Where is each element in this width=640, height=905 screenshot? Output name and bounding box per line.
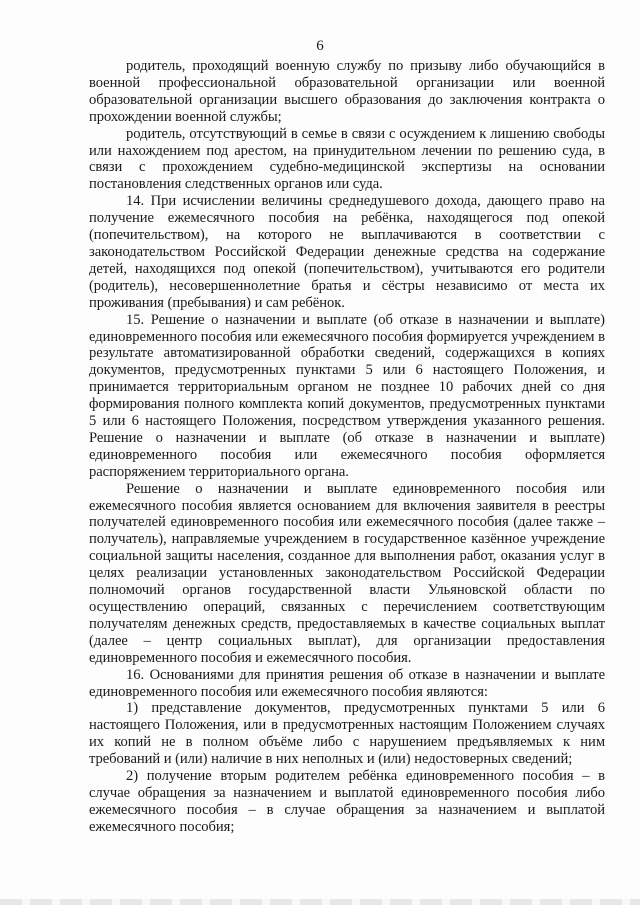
paragraph-item-16-sub-2: 2) получение вторым родителем ребёнка единовременного пособия – в случае обращения за назначением и выплатой единовременного пособия либо ежемесячного пособия – в случае обращения за назначением и выплатой ежемесячного пособия; [89, 768, 605, 835]
scan-bottom-edge [0, 899, 640, 905]
paragraph-item-14: 14. При исчислении величины среднедушевого дохода, дающего право на получение ежемесячного пособия на ребёнка, находящегося под опекой (попечительством), на которого не выплачиваются в соответствии с законодательством Российской Федерации денежные средства на содержание детей, находящихся под опекой (попечительством), учитываются его родители (родитель), несовершеннолетние братья и сёстры независимо от места их проживания (пребывания) и сам ребёнок. [89, 193, 605, 311]
paragraph-item-15: 15. Решение о назначении и выплате (об отказе в назначении и выплате) единовременного пособия или ежемесячного пособия формируется учреждением в результате автоматизированной обработки сведений, содержащихся в копиях документов, предусмотренных пунктами 5 или 6 настоящего Положения, и принимается территориальным органом не позднее 10 рабочих дней со дня формирования полного комплекта копий документов, предусмотренных пунктами 5 или 6 настоящего Положения, посредством утверждения указанного решения. Решение о назначении и выплате (об отказе в назначении и выплате) единовременного пособия или ежемесячного пособия оформляется распоряжением территориального органа. [89, 311, 605, 480]
page-number: 6 [316, 38, 324, 54]
paragraph-military-parent: родитель, проходящий военную службу по призыву либо обучающийся в военной профессиональной образовательной организации или военной образовательной организации высшего образования до заключения контракта о прохождении военной службы; [89, 58, 605, 125]
paragraph-absent-parent: родитель, отсутствующий в семье в связи с осуждением к лишению свободы или нахождением под арестом, на принудительном лечении по решению суда, в связи с прохождением судебно-медицинской экспертизы на основании постановления следственных органов или суда. [89, 125, 605, 193]
paragraph-item-16-sub-1: 1) представление документов, предусмотренных пунктами 5 или 6 настоящего Положения, или в предусмотренных настоящим Положением случаях их копий не в полном объёме либо с нарушением предъявляемых к ним требований и (или) наличие в них неполных и (или) недостоверных сведений; [89, 700, 605, 768]
document-body [89, 58, 605, 836]
paragraph-item-16: 16. Основаниями для принятия решения об отказе в назначении и выплате единовременного пособия или ежемесячного пособия являются: [89, 666, 605, 700]
paragraph-item-15-continued: Решение о назначении и выплате единовременного пособия или ежемесячного пособия является основанием для включения заявителя в реестры получателей единовременного пособия или ежемесячного пособия (далее также – получатель), направляемые учреждением в государственное казённое учреждение социальной защиты населения, созданное для выполнения работ, оказания услуг в целях реализации установленных законодательством Российской Федерации полномочий органов государственной власти Ульяновской области по осуществлению операций, связанных с перечислением соответствующим получателям денежных средств, предоставляемых в качестве социальных выплат (далее – центр социальных выплат), для организации предоставления единовременного пособия и ежемесячного пособия. [89, 480, 605, 666]
